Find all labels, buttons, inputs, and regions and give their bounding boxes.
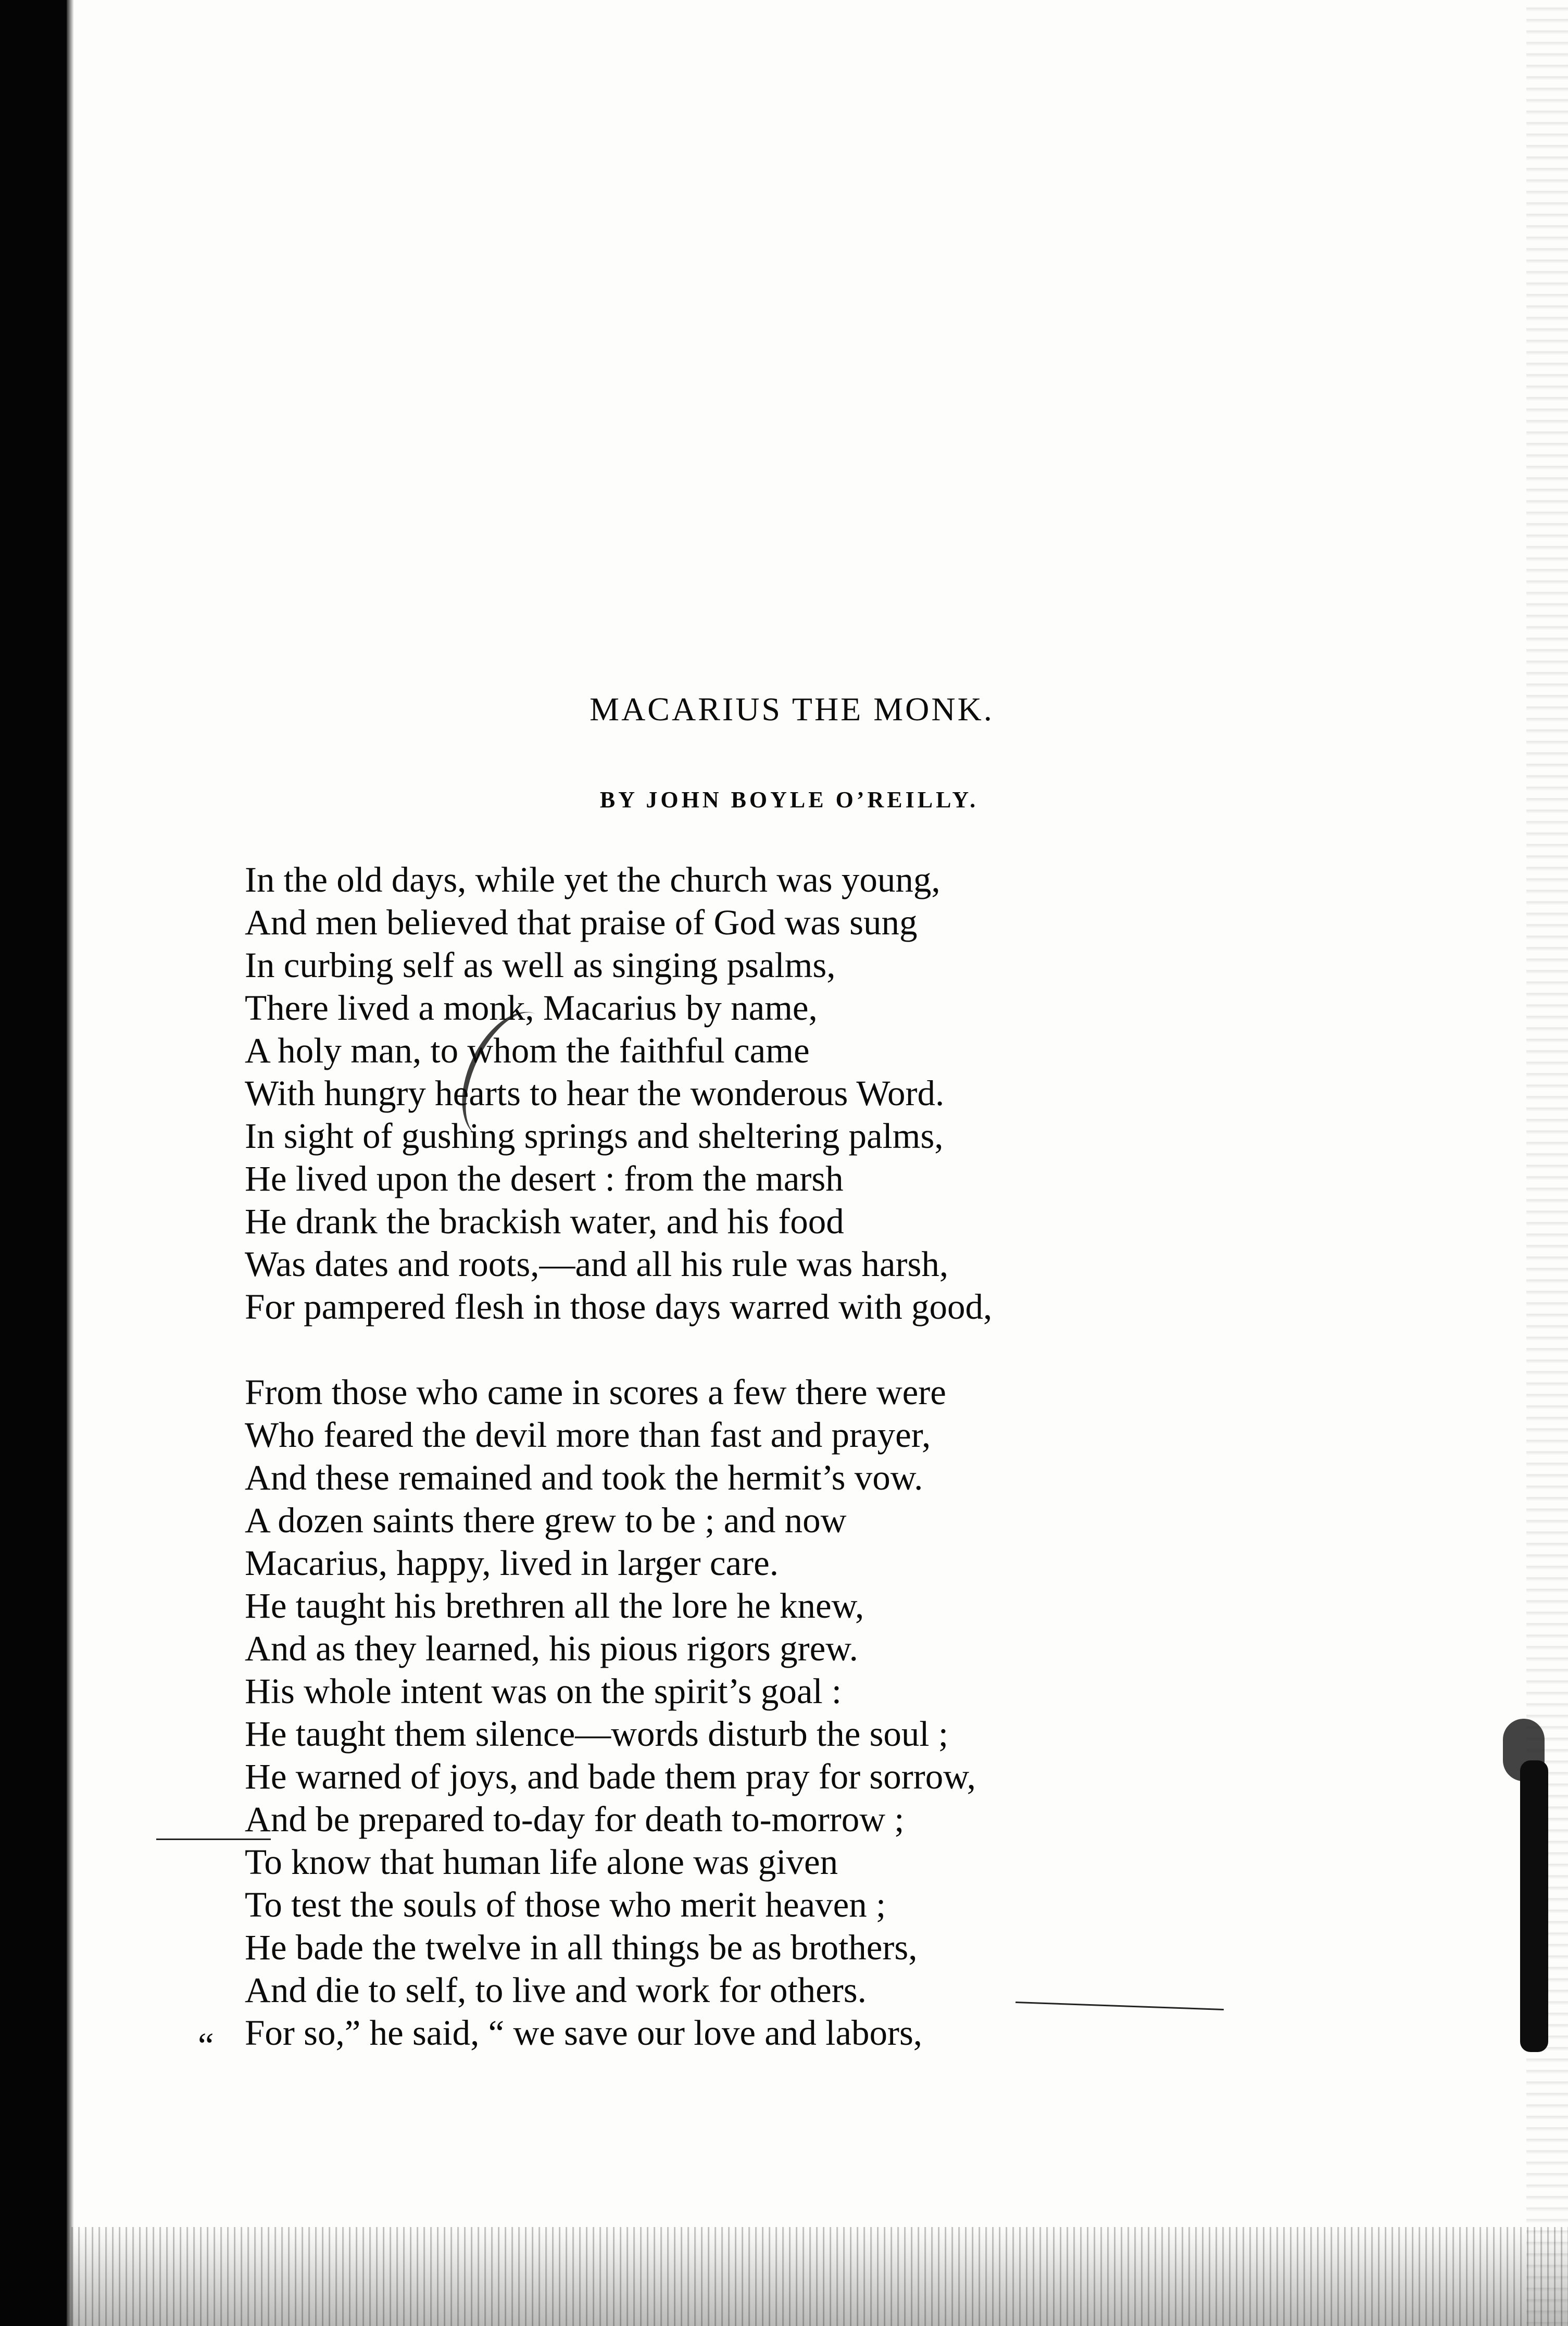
- book-spine-shadow: [0, 0, 67, 2326]
- stanza-2: [245, 1371, 1338, 2054]
- page-bottom-speckle: [67, 2227, 1568, 2326]
- poem-line: For pampered flesh in those days warred with good,: [245, 1287, 993, 1327]
- poem-line: He warned of joys, and bade them pray for sorrow,: [245, 1757, 976, 1796]
- ink-blot: [1520, 1760, 1548, 2052]
- poem-line: To test the souls of those who merit heaven ;: [245, 1885, 886, 1924]
- poem-line: Who feared the devil more than fast and prayer,: [245, 1415, 931, 1455]
- poem-line: From those who came in scores a few there were: [245, 1372, 946, 1412]
- poem-line: There lived a monk, Macarius by name,: [245, 988, 818, 1028]
- poem-line: In the old days, while yet the church was young,: [245, 860, 940, 899]
- poem-line: With hungry hearts to hear the wonderous Word.: [245, 1073, 945, 1113]
- poem-line: He bade the twelve in all things be as brothers,: [245, 1928, 918, 1967]
- poem-line: And men believed that praise of God was sung: [245, 903, 918, 942]
- poem-line: And die to self, to live and work for others.: [245, 1970, 867, 2010]
- poem-line: And as they learned, his pious rigors grew.: [245, 1629, 858, 1668]
- poem-line: And be prepared to-day for death to-morrow ;: [245, 1799, 905, 1839]
- poem-line: He lived upon the desert : from the marsh: [245, 1159, 844, 1198]
- stanza-1: [245, 858, 1338, 1328]
- poem-line: In curbing self as well as singing psalms,: [245, 945, 836, 985]
- poem-line: He taught his brethren all the lore he knew,: [245, 1586, 864, 1625]
- poem-line: Was dates and roots,—and all his rule was harsh,: [245, 1244, 949, 1284]
- poem-line: He drank the brackish water, and his food: [245, 1202, 844, 1241]
- poem-line: To know that human life alone was given: [245, 1842, 838, 1882]
- poem-line: He taught them silence—words disturb the soul ;: [245, 1714, 949, 1754]
- poem-line: And these remained and took the hermit’s vow.: [245, 1458, 923, 1497]
- stanza-break: [245, 1328, 1338, 1371]
- poem-line: His whole intent was on the spirit’s goal :: [245, 1671, 842, 1711]
- poem-line: A holy man, to whom the faithful came: [245, 1031, 810, 1070]
- poem-title: MACARIUS THE MONK.: [589, 691, 994, 728]
- spine-edge-gradient: [67, 0, 74, 2326]
- open-quote-mark: “: [198, 2025, 214, 2065]
- poem-line: A dozen saints there grew to be ; and now: [245, 1500, 847, 1540]
- poem-line: Macarius, happy, lived in larger care.: [245, 1543, 779, 1583]
- poem-body: [245, 858, 1338, 2054]
- poem-line: For so,” he said, “ we save our love and labors,: [245, 2013, 923, 2053]
- poem-line: In sight of gushing springs and sheltering palms,: [245, 1116, 944, 1156]
- poem-byline: BY JOHN BOYLE O’REILLY.: [599, 787, 979, 812]
